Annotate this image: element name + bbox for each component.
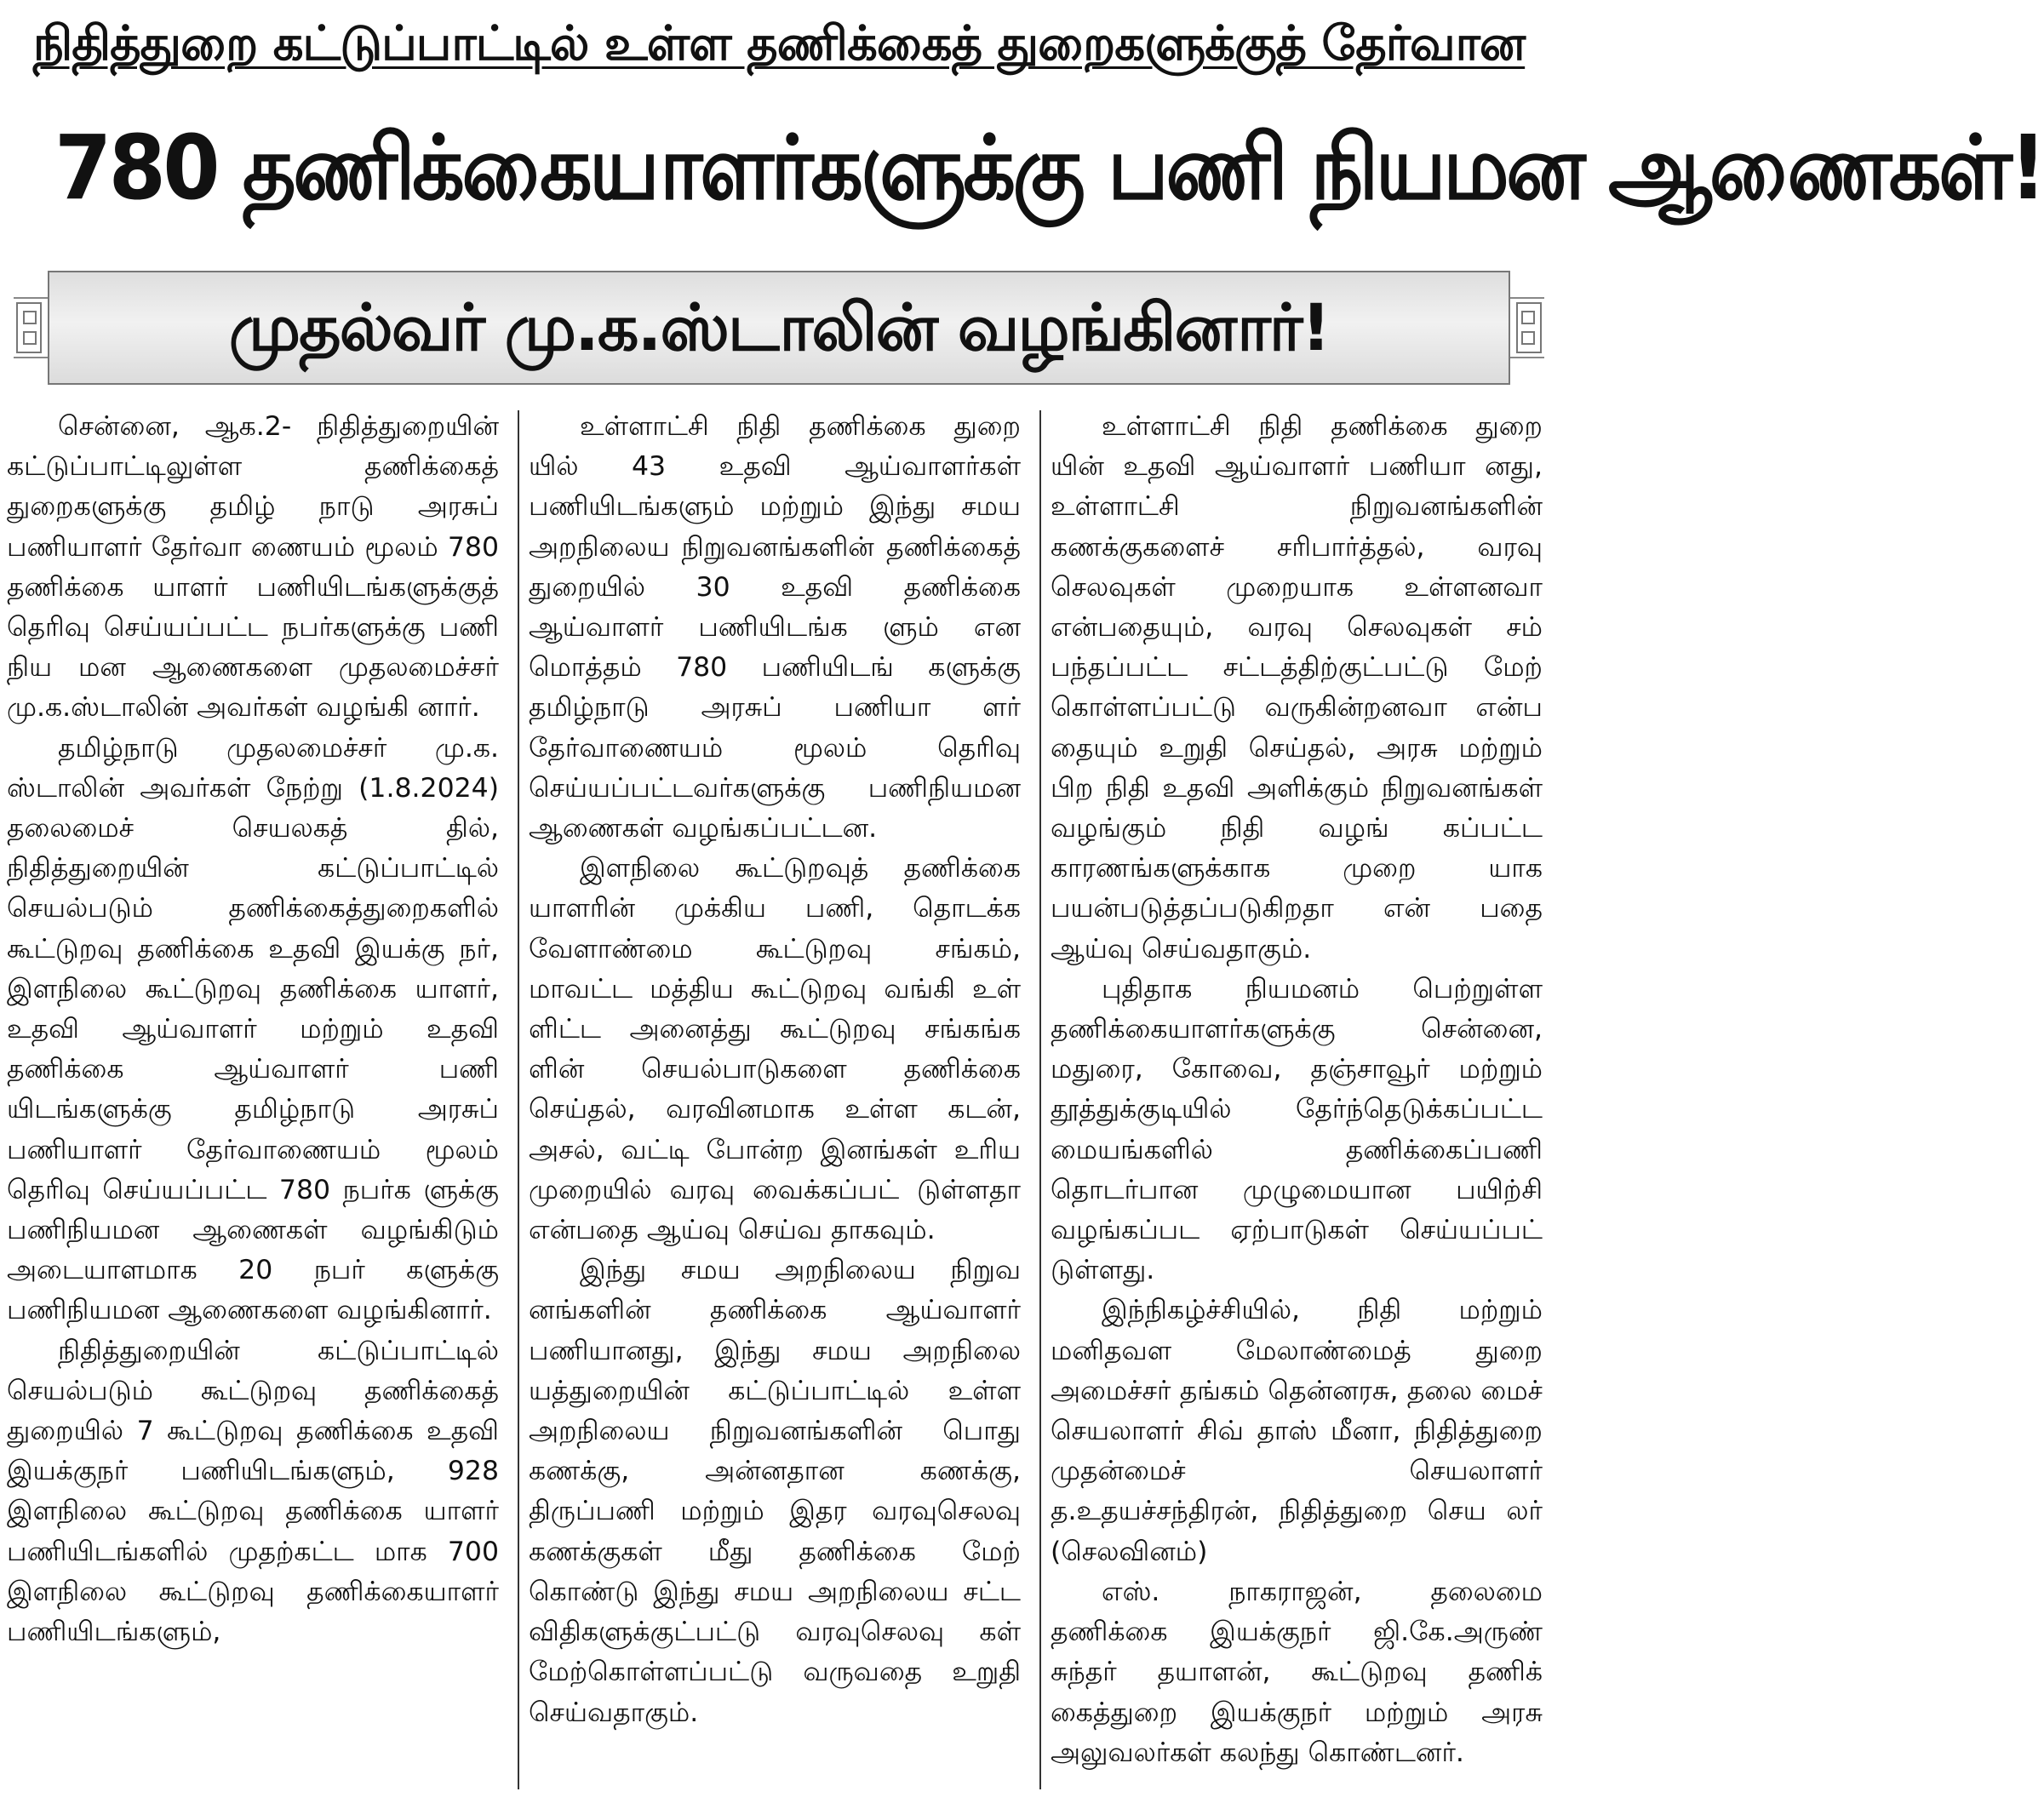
paragraph: நிதித்துறையின் கட்டுப்பாட்டில் செயல்படும் கூட்டுறவு தணிக்கைத் துறையில் 7 கூட்டுறவு தணிக்கை உதவி இயக்குநர் பணியிடங்களும், 928 இளநிலை கூட்டுறவு தணிக்கை யாளர் பணியிடங்களில் முதற்கட்ட மாக 700 இளநிலை கூட்டுறவு தணிக்கையாளர் பணியிடங்களும்,: [7, 1335, 499, 1648]
main-headline: 780 தணிக்கையாளர்களுக்கு பணி நியமன ஆணைகள்!: [54, 116, 2044, 220]
paragraph: புதிதாக நியமனம் பெற்றுள்ள தணிக்கையாளர்களுக்கு சென்னை, மதுரை, கோவை, தஞ்சாவூர் மற்றும் தூத்துக்குடியில் தேர்ந்தெடுக்கப்பட்ட மையங்களில் தணிக்கைப்பணி தொடர்பான முழுமையான பயிற்சி வழங்கப்பட ஏற்பாடுகள் செய்யப்பட் டுள்ளது.: [1051, 973, 1543, 1286]
paragraph: இந்து சமய அறநிலைய நிறுவ னங்களின் தணிக்கை ஆய்வாளர் பணியானது, இந்து சமய அறநிலை யத்துறையின் கட்டுப்பாட்டில் உள்ள அறநிலைய நிறுவனங்களின் பொது கணக்கு, அன்னதான கணக்கு, திருப்பணி மற்றும் இதர வரவுசெலவு கணக்குகள் மீது தணிக்கை மேற் கொண்டு இந்து சமய அறநிலைய சட்ட விதிகளுக்குட்பட்டு வரவுசெலவு கள் மேற்கொள்ளப்பட்டு வருவதை உறுதி செய்வதாகும்.: [529, 1255, 1021, 1728]
paragraph: இளநிலை கூட்டுறவுத் தணிக்கை யாளரின் முக்கிய பணி, தொடக்க வேளாண்மை கூட்டுறவு சங்கம், மாவட்ட மத்திய கூட்டுறவு வங்கி உள் ளிட்ட அனைத்து கூட்டுறவு சங்கங்க ளின் செயல்பாடுகளை தணிக்கை செய்தல், வரவினமாக உள்ள கடன், அசல், வட்டி போன்ற இனங்கள் உரிய முறையில் வரவு வைக்கப்பட் டுள்ளதா என்பதை ஆய்வு செய்வ தாகவும்.: [529, 853, 1021, 1246]
article-column-2: [529, 407, 1021, 1793]
paragraph: சென்னை, ஆக.2- நிதித்துறையின் கட்டுப்பாட்டிலுள்ள தணிக்கைத் துறைகளுக்கு தமிழ் நாடு அரசுப் பணியாளர் தேர்வா ணையம் மூலம் 780 தணிக்கை யாளர் பணியிடங்களுக்குத் தெரிவு செய்யப்பட்ட நபர்களுக்கு பணி நிய மன ஆணைகளை முதலமைச்சர் மு.க.ஸ்டாலின் அவர்கள் வழங்கி னார்.: [7, 411, 499, 724]
kicker-text: நிதித்துறை கட்டுப்பாட்டில் உள்ள தணிக்கைத் துறைகளுக்குத் தேர்வான: [32, 16, 1526, 72]
subheadline: முதல்வர் மு.க.ஸ்டாலின் வழங்கினார்!: [228, 289, 1330, 365]
article-body: [7, 407, 1549, 1793]
paragraph: இந்நிகழ்ச்சியில், நிதி மற்றும் மனிதவள மேலாண்மைத் துறை அமைச்சர் தங்கம் தென்னரசு, தலை மைச் செயலாளர் சிவ் தாஸ் மீனா, நிதித்துறை முதன்மைச் செயலாளர் த.உதயச்சந்திரன், நிதித்துறை செய லர் (செலவினம்): [1051, 1295, 1543, 1567]
paragraph: உள்ளாட்சி நிதி தணிக்கை துறை யின் உதவி ஆய்வாளர் பணியா னது, உள்ளாட்சி நிறுவனங்களின் கணக்குகளைச் சரிபார்த்தல், வரவு செலவுகள் முறையாக உள்ளனவா என்பதையும், வரவு செலவுகள் சம் பந்தப்பட்ட சட்டத்திற்குட்பட்டு மேற் கொள்ளப்பட்டு வருகின்றனவா என்ப தையும் உறுதி செய்தல், அரசு மற்றும் பிற நிதி உதவி அளிக்கும் நிறுவனங்கள் வழங்கும் நிதி வழங் கப்பட்ட காரணங்களுக்காக முறை யாக பயன்படுத்தப்படுகிறதா என் பதை ஆய்வு செய்வதாகும்.: [1051, 411, 1543, 964]
article-column-3: [1051, 407, 1543, 1793]
paragraph: தமிழ்நாடு முதலமைச்சர் மு.க. ஸ்டாலின் அவர்கள் நேற்று (1.8.2024) தலைமைச் செயலகத் தில், நிதித்துறையின் கட்டுப்பாட்டில் செயல்படும் தணிக்கைத்துறைகளில் கூட்டுறவு தணிக்கை உதவி இயக்கு நர், இளநிலை கூட்டுறவு தணிக்கை யாளர், உதவி ஆய்வாளர் மற்றும் உதவி தணிக்கை ஆய்வாளர் பணி யிடங்களுக்கு தமிழ்நாடு அரசுப் பணியாளர் தேர்வாணையம் மூலம் தெரிவு செய்யப்பட்ட 780 நபர்க ளுக்கு பணிநியமன ஆணைகள் வழங்கிடும் அடையாளமாக 20 நபர் களுக்கு பணிநியமன ஆணைகளை வழங்கினார்.: [7, 732, 499, 1326]
article-column-1: [7, 407, 499, 1793]
paragraph: உள்ளாட்சி நிதி தணிக்கை துறை யில் 43 உதவி ஆய்வாளர்கள் பணியிடங்களும் மற்றும் இந்து சமய அறநிலைய நிறுவனங்களின் தணிக்கைத் துறையில் 30 உதவி தணிக்கை ஆய்வாளர் பணியிடங்க ளும் என மொத்தம் 780 பணியிடங் களுக்கு தமிழ்நாடு அரசுப் பணியா ளர் தேர்வாணையம் மூலம் தெரிவு செய்யப்பட்டவர்களுக்கு பணிநியமன ஆணைகள் வழங்கப்பட்டன.: [529, 411, 1021, 844]
kicker-headline: [0, 5, 1558, 83]
paragraph: எஸ். நாகராஜன், தலைமை தணிக்கை இயக்குநர் ஜி.கே.அருண் சுந்தர் தயாளன், கூட்டுறவு தணிக் கைத்துறை இயக்குநர் மற்றும் அரசு அலுவலர்கள் கலந்து கொண்டனர்.: [1051, 1576, 1543, 1768]
subheadline-banner: [14, 264, 1544, 392]
